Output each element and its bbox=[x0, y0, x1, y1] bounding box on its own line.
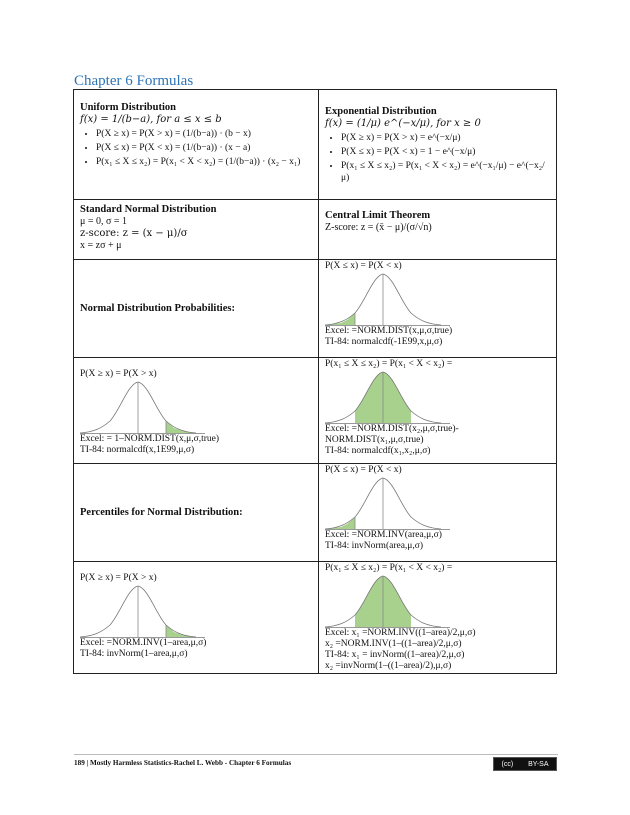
percentile-between-cell bbox=[319, 562, 557, 674]
excel-formula: Excel: =NORM.DIST(x₂,μ,σ,true)- bbox=[325, 424, 459, 434]
shaded-area bbox=[166, 625, 196, 637]
percentile-right-tail-cell bbox=[74, 562, 319, 674]
excel-formula-cont: NORM.DIST(x₁,μ,σ,true) bbox=[325, 435, 424, 445]
graph-caption: P(X ≥ x) = P(X > x) bbox=[80, 573, 157, 583]
normal-curve-between bbox=[325, 574, 455, 628]
excel-formula: Excel: =NORM.DIST(x,μ,σ,true) bbox=[325, 326, 453, 336]
uniform-cell bbox=[74, 90, 319, 200]
ti84-formula-cont: x₂ =invNorm(1–((1–area)/2),μ,σ) bbox=[325, 661, 452, 671]
formula-table bbox=[73, 89, 557, 674]
standard-normal-cell bbox=[74, 200, 319, 260]
excel-formula: Excel: =NORM.INV(area,μ,σ) bbox=[325, 530, 442, 540]
ti84-formula: TI-84: normalcdf(x,1E99,μ,σ) bbox=[80, 445, 195, 455]
clt-title: Central Limit Theorem bbox=[325, 210, 431, 221]
percentiles-label-cell bbox=[74, 464, 319, 562]
ti84-formula: TI-84: invNorm(1–area,μ,σ) bbox=[80, 649, 188, 659]
uniform-item: • P(x₁ ≤ X ≤ x₂) = P(x₁ < X < x₂) = (1/(b−a)) · (x₂ − x₁) bbox=[96, 156, 312, 168]
uniform-pdf: f(x) = 1/(b−a), for a ≤ x ≤ b bbox=[80, 114, 222, 125]
normal-left-tail-cell bbox=[319, 260, 557, 358]
excel-formula-cont: x₂ =NORM.INV(1–((1–area)/2,μ,σ) bbox=[325, 639, 462, 649]
chapter-title: Chapter 6 Formulas bbox=[74, 73, 194, 89]
cc-icon: (cc) bbox=[501, 760, 514, 768]
percentile-left-tail-cell bbox=[319, 464, 557, 562]
graph-caption: P(X ≤ x) = P(X < x) bbox=[325, 465, 402, 475]
normal-curve-between bbox=[325, 370, 455, 424]
uniform-item: • P(X ≥ x) = P(X > x) = (1/(b−a)) · (b − x) bbox=[96, 128, 312, 140]
clt-zscore: Z-score: z = (x̄ − μ)/(σ/√n) bbox=[325, 222, 432, 233]
shaded-area bbox=[166, 421, 196, 433]
exponential-cell bbox=[319, 90, 557, 200]
ti84-formula: TI-84: normalcdf(x₁,x₂,μ,σ) bbox=[325, 446, 431, 456]
graph-caption: P(x₁ ≤ X ≤ x₂) = P(x₁ < X < x₂) = bbox=[325, 563, 453, 573]
graph-caption: P(X ≤ x) = P(X < x) bbox=[325, 261, 402, 271]
uniform-item: • P(X ≤ x) = P(X < x) = (1/(b−a)) · (x − a) bbox=[96, 142, 312, 154]
zscore-formula: z-score: z = (x − μ)/σ bbox=[80, 228, 188, 239]
standard-normal-line: x = zσ + μ bbox=[80, 240, 122, 251]
normal-between-cell bbox=[319, 358, 557, 464]
uniform-title: Uniform Distribution bbox=[80, 102, 176, 113]
excel-formula: Excel: =NORM.INV(1–area,μ,σ) bbox=[80, 638, 207, 648]
exponential-item: • P(X ≥ x) = P(X > x) = e^(−x/μ) bbox=[341, 132, 550, 144]
exponential-title: Exponential Distribution bbox=[325, 106, 437, 117]
normal-curve-left-tail bbox=[325, 476, 455, 530]
exponential-pdf: f(x) = (1/μ) e^(−x/μ), for x ≥ 0 bbox=[325, 118, 481, 129]
shaded-area bbox=[325, 517, 355, 529]
page-footer: 189 | Mostly Harmless Statistics-Rachel L. Webb - Chapter 6 Formulas bbox=[74, 754, 558, 767]
normal-curve-right-tail bbox=[80, 584, 210, 638]
normal-curve-left-tail bbox=[325, 272, 455, 326]
standard-normal-line: μ = 0, σ = 1 bbox=[80, 216, 128, 227]
standard-normal-title: Standard Normal Distribution bbox=[80, 204, 217, 215]
excel-formula: Excel: = 1–NORM.DIST(x,μ,σ,true) bbox=[80, 434, 220, 444]
normal-probs-label: Normal Distribution Probabilities: bbox=[80, 302, 235, 314]
exponential-item: • P(X ≤ x) = P(X < x) = 1 − e^(−x/μ) bbox=[341, 146, 550, 158]
license-label: BY-SA bbox=[528, 760, 549, 768]
exponential-item: • P(x₁ ≤ X ≤ x₂) = P(x₁ < X < x₂) = e^(−x₁/μ) − e^(−x₂/μ) bbox=[341, 160, 550, 184]
normal-curve-right-tail bbox=[80, 380, 210, 434]
shaded-area bbox=[325, 313, 355, 325]
ti84-formula: TI-84: normalcdf(-1E99,x,μ,σ) bbox=[325, 337, 443, 347]
normal-probs-label-cell bbox=[74, 260, 319, 358]
graph-caption: P(x₁ ≤ X ≤ x₂) = P(x₁ < X < x₂) = bbox=[325, 359, 453, 369]
excel-formula: Excel: x₁ =NORM.INV((1–area)/2,μ,σ) bbox=[325, 628, 476, 638]
normal-right-tail-cell bbox=[74, 358, 319, 464]
clt-cell bbox=[319, 200, 557, 260]
graph-caption: P(X ≥ x) = P(X > x) bbox=[80, 369, 157, 379]
percentiles-label: Percentiles for Normal Distribution: bbox=[80, 506, 243, 518]
ti84-formula: TI-84: invNorm(area,μ,σ) bbox=[325, 541, 424, 551]
cc-license-badge[interactable] bbox=[493, 757, 557, 771]
ti84-formula: TI-84: x₁ = invNorm((1–area)/2,μ,σ) bbox=[325, 650, 465, 660]
